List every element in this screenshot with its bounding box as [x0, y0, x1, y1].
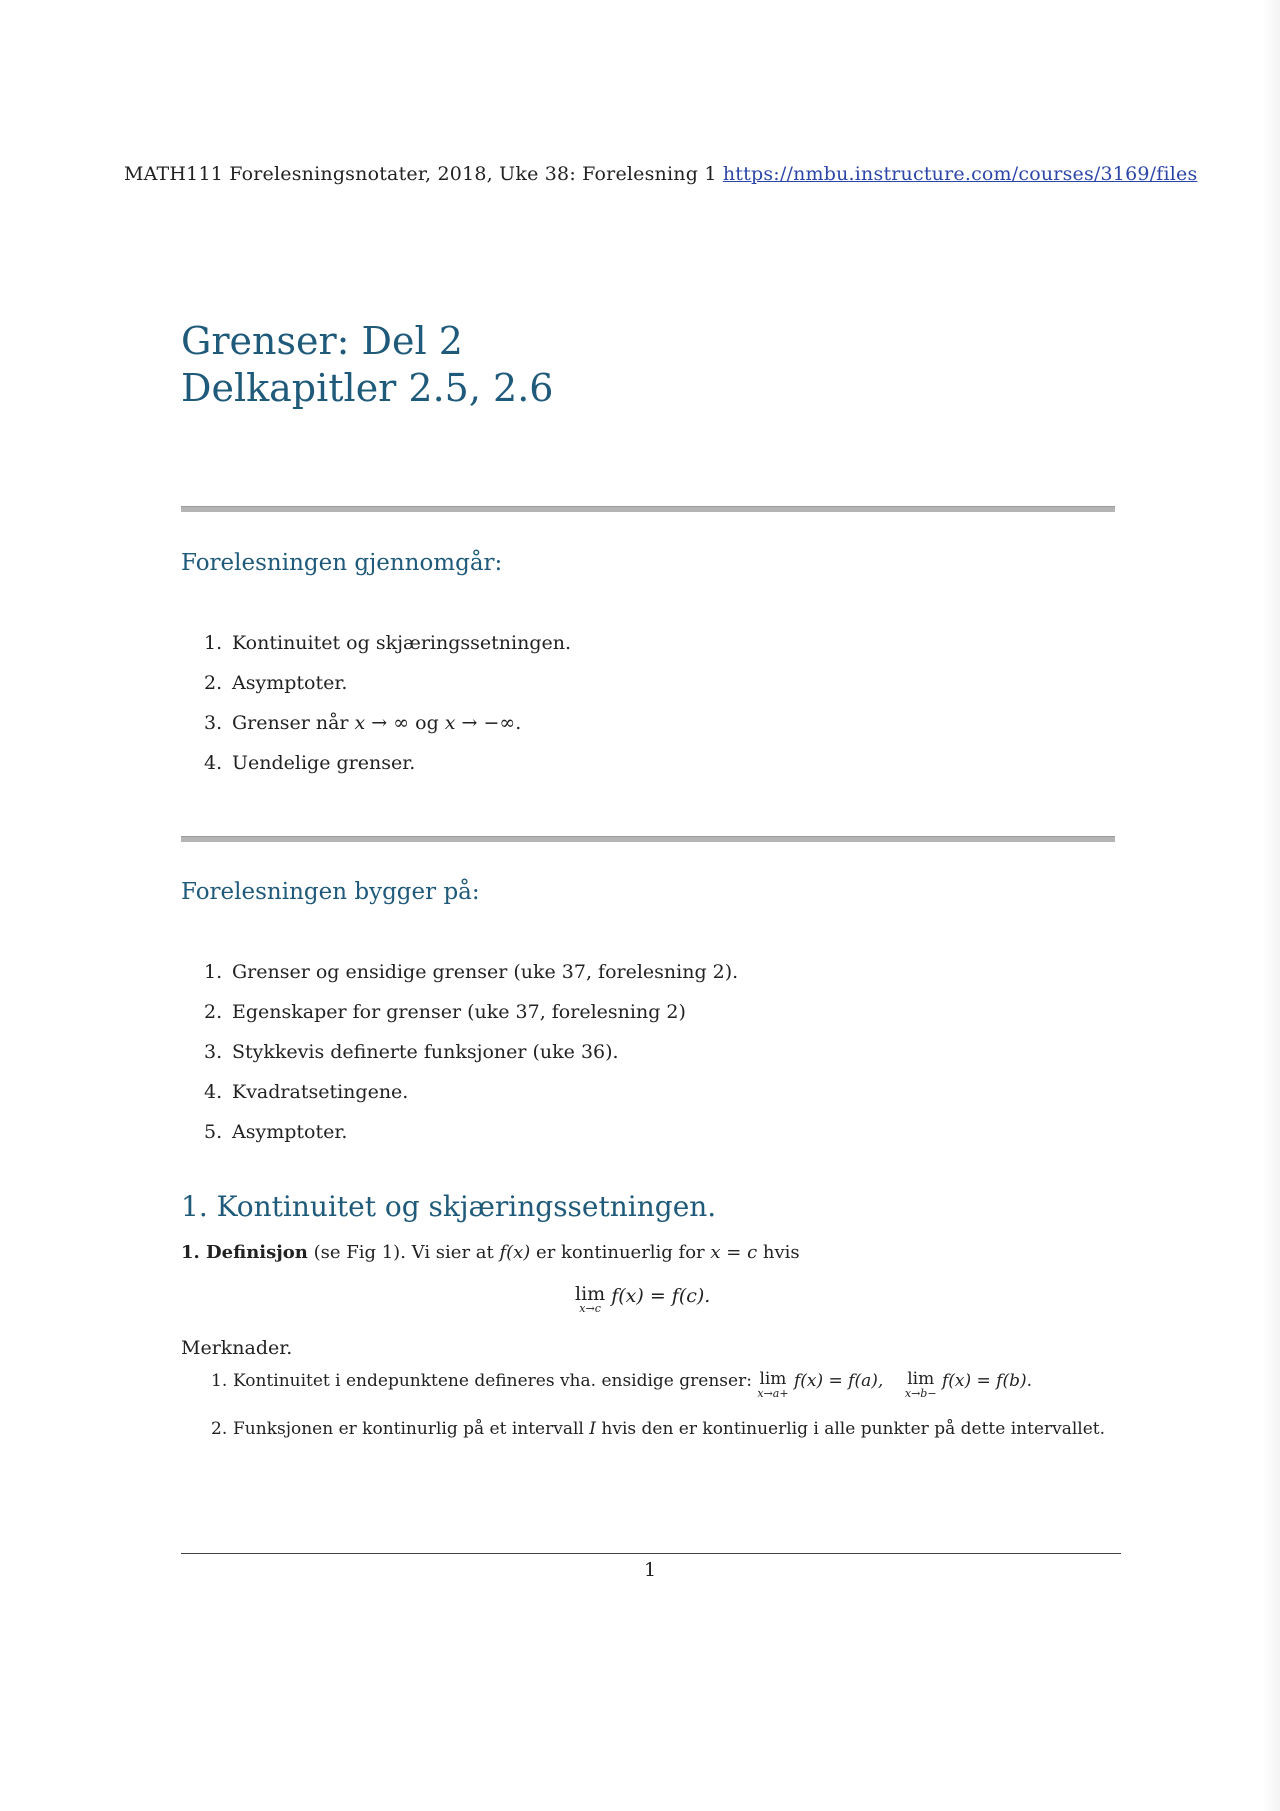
- page-number: 1: [643, 1559, 657, 1581]
- lecture-title: [181, 318, 553, 412]
- limit-operator: lim x→c: [575, 1283, 606, 1315]
- covers-list: [204, 623, 571, 783]
- list-item: 4. Uendelige grenser.: [204, 752, 416, 774]
- builds-on-list: [204, 952, 738, 1152]
- builds-on-heading: Forelesningen bygger på:: [181, 879, 480, 905]
- page-header: [124, 163, 1224, 185]
- list-item: 2. Asymptoter.: [204, 672, 348, 694]
- title-line-2: Delkapitler 2.5, 2.6: [181, 366, 554, 410]
- list-item: 1. Kontinuitet i endepunktene defineres vha. ensidige grenser: lim x→a+ f(x) = f(a), lim x→b− f(x) = f(b).: [211, 1369, 1033, 1400]
- list-item: 1. Grenser og ensidige grenser (uke 37, forelesning 2).: [204, 961, 739, 983]
- math-expression: f(x): [499, 1242, 531, 1263]
- list-item: 5. Asymptoter.: [204, 1121, 348, 1143]
- remarks-label: Merknader.: [181, 1337, 293, 1359]
- header-text: MATH111 Forelesningsnotater, 2018, Uke 38: Forelesning 1: [124, 163, 717, 185]
- limit-operator: lim x→b−: [904, 1369, 937, 1400]
- divider-rule-1: [181, 506, 1115, 512]
- scan-edge-shadow: [1262, 0, 1280, 1811]
- continuity-equation: lim x→c f(x) = f(c).: [575, 1283, 711, 1315]
- remarks-list: [211, 1370, 1105, 1444]
- list-item: 4. Kvadratsetingene.: [204, 1081, 409, 1103]
- math-expression: x → −∞: [444, 712, 516, 734]
- list-item: 3. Grenser når x → ∞ og x → −∞.: [204, 712, 522, 734]
- math-expression: I: [589, 1419, 596, 1439]
- definition-label: 1. Definisjon: [181, 1242, 308, 1263]
- limit-operator: lim x→a+: [757, 1369, 789, 1400]
- math-expression: x = c: [710, 1242, 758, 1263]
- covers-heading: Forelesningen gjennomgår:: [181, 550, 503, 576]
- list-item: 2. Egenskaper for grenser (uke 37, forelesning 2): [204, 1001, 686, 1023]
- course-files-link[interactable]: https://nmbu.instructure.com/courses/3169/files: [722, 163, 1198, 185]
- title-line-1: Grenser: Del 2: [181, 319, 463, 363]
- list-item: 3. Stykkevis definerte funksjoner (uke 36).: [204, 1041, 619, 1063]
- definition-paragraph: 1. Definisjon (se Fig 1). Vi sier at f(x) er kontinuerlig for x = c hvis: [181, 1242, 800, 1263]
- divider-rule-2: [181, 836, 1115, 842]
- math-expression: x → ∞: [354, 712, 410, 734]
- section-heading-continuity: 1. Kontinuitet og skjæringssetningen.: [181, 1190, 717, 1223]
- list-item: 1. Kontinuitet og skjæringssetningen.: [204, 632, 572, 654]
- list-item: 2. Funksjonen er kontinurlig på et intervall I hvis den er kontinuerlig i alle punkter på dette intervallet.: [211, 1419, 1106, 1439]
- footer-rule: [181, 1553, 1121, 1554]
